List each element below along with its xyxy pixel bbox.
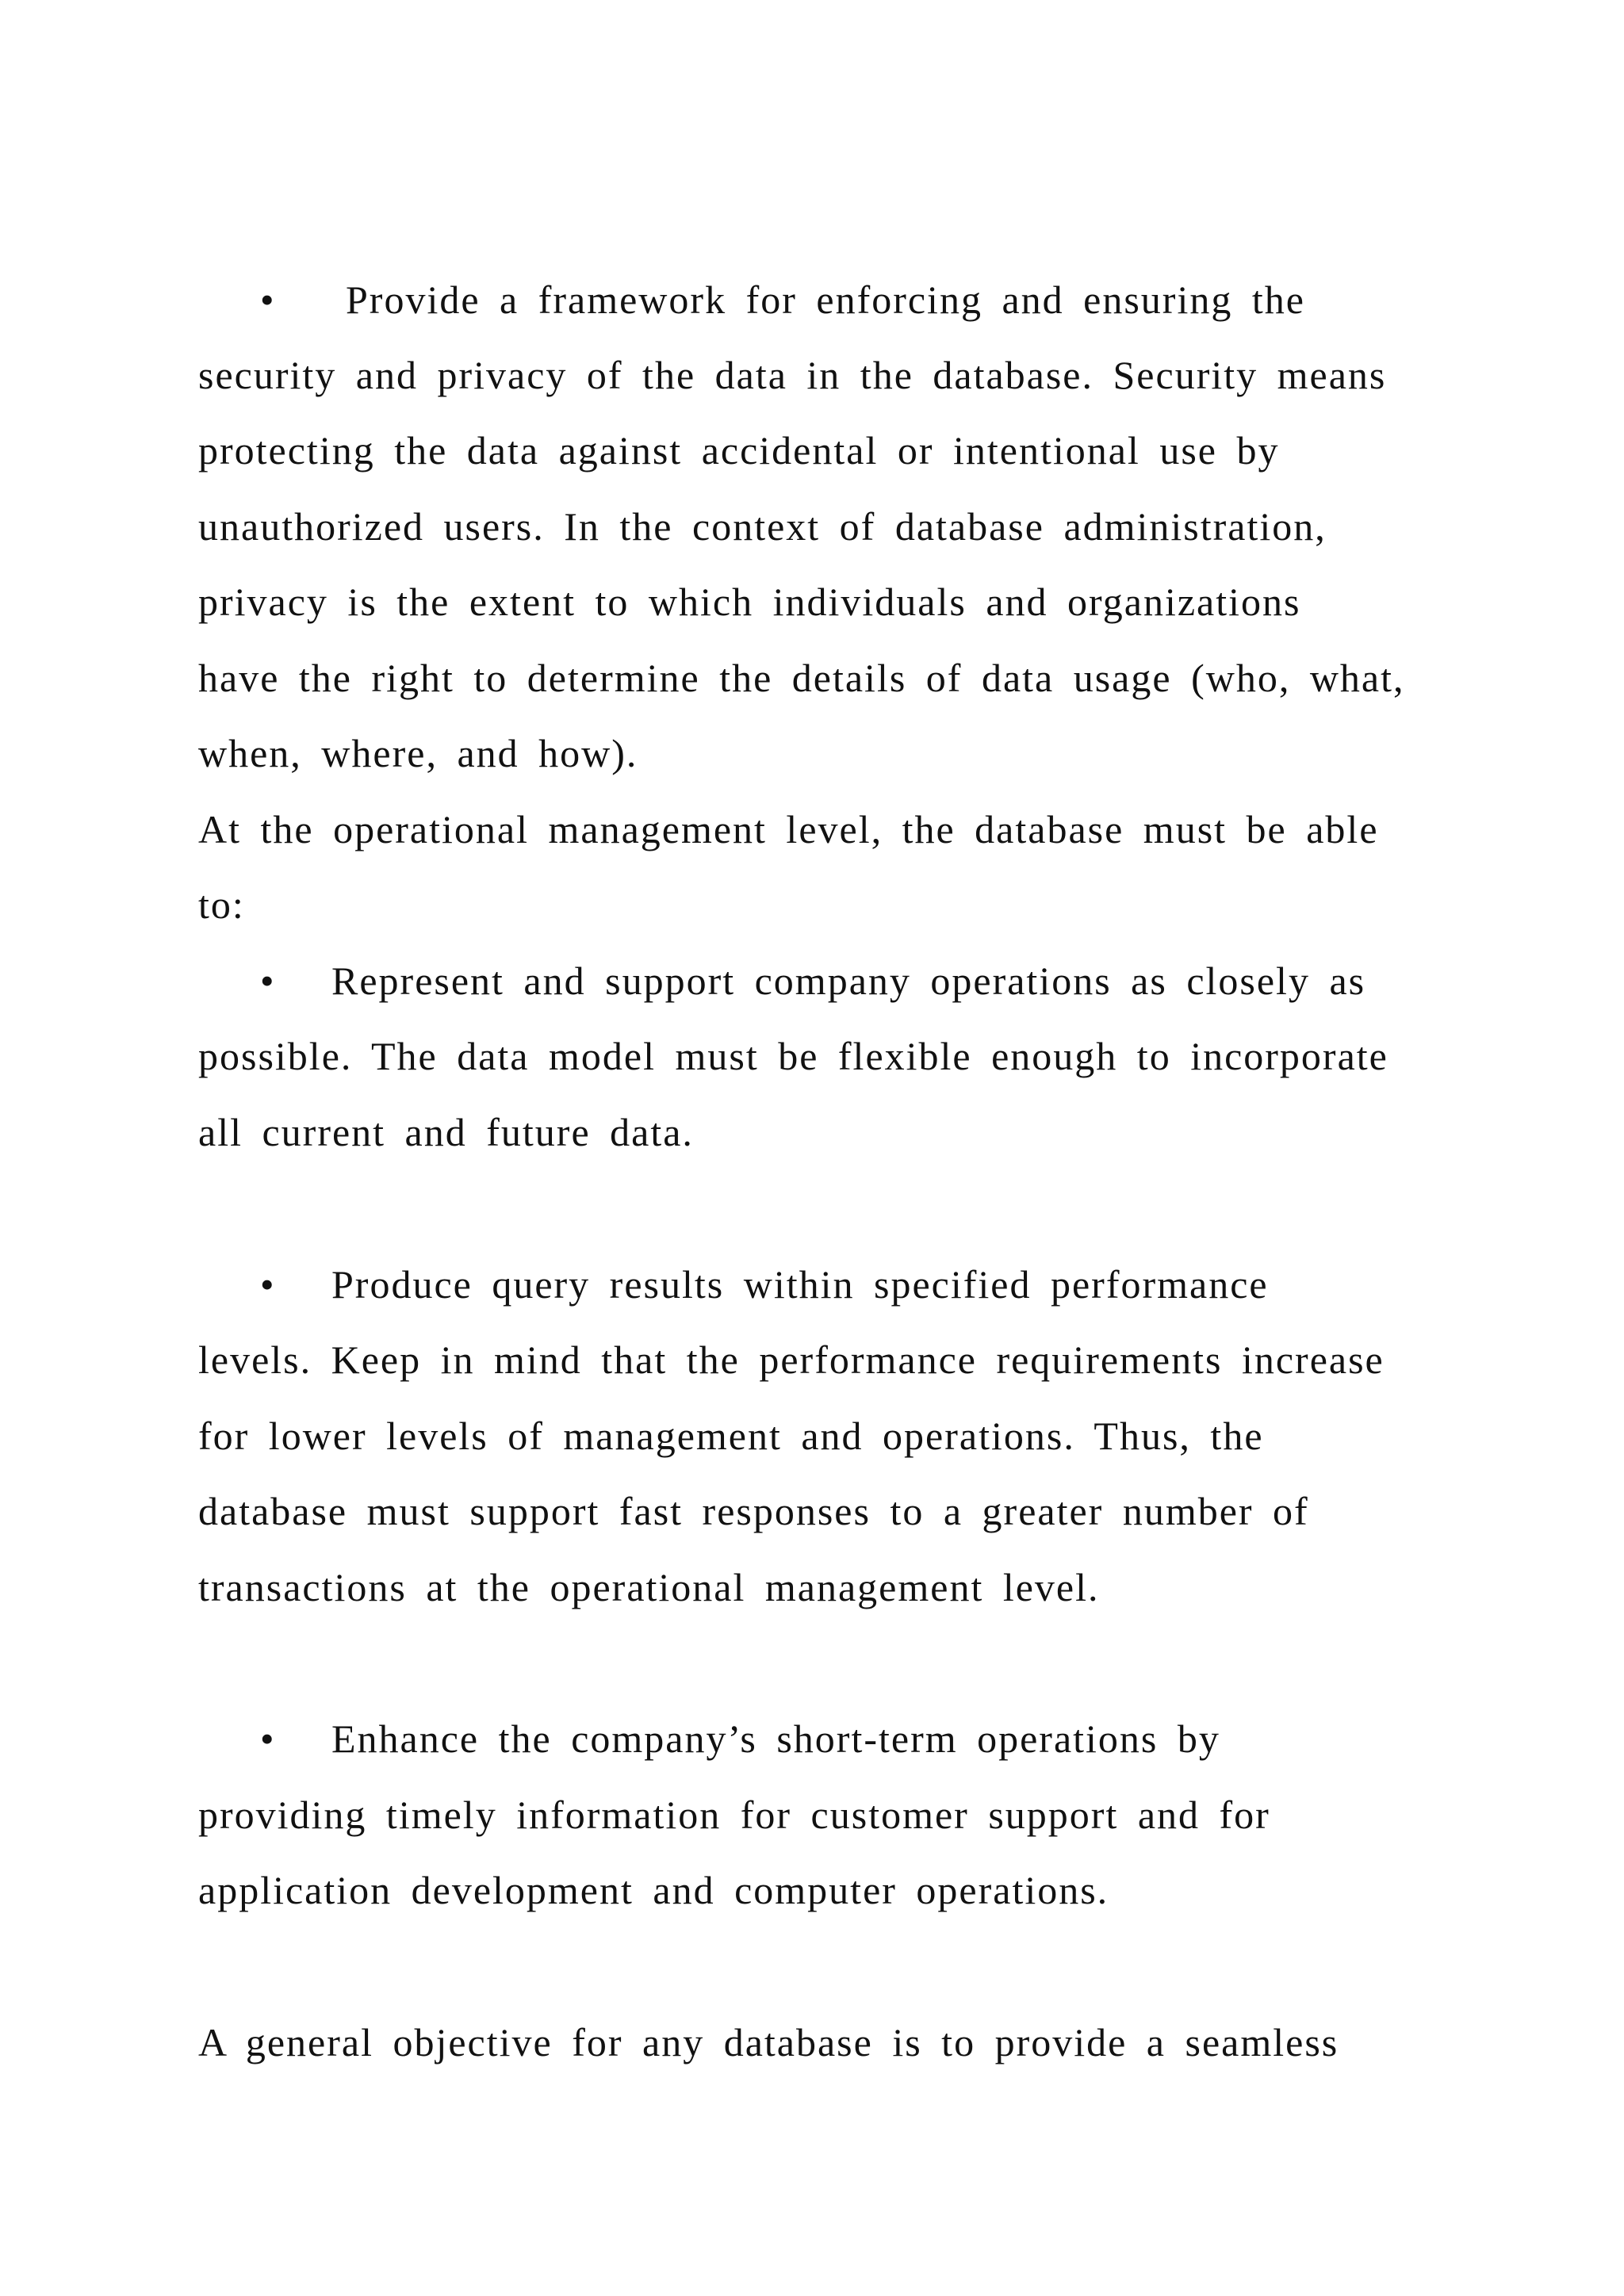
text-line: Represent and support company operations as closely as [331, 959, 1366, 1003]
text-line: have the right to determine the details of data usage (who, what, [198, 656, 1405, 700]
bullet-marker: • [260, 1262, 274, 1307]
text-line: privacy is the extent to which individuals and organizations [198, 580, 1301, 624]
text-line: Produce query results within specified performance [331, 1262, 1269, 1307]
text-line: for lower levels of management and operations. Thus, the [198, 1414, 1264, 1458]
text-line: all current and future data. [198, 1110, 694, 1154]
text-line: to: [198, 882, 245, 927]
bullet-marker: • [260, 1716, 274, 1761]
text-line: when, where, and how). [198, 731, 638, 775]
text-line: application development and computer operations. [198, 1868, 1109, 1912]
text-line: database must support fast responses to a greater number of [198, 1489, 1309, 1533]
text-line: Provide a framework for enforcing and ensuring the [346, 277, 1305, 322]
text-line: possible. The data model must be flexible enough to incorporate [198, 1034, 1388, 1078]
text-line: A general objective for any database is to provide a seamless [198, 2020, 1339, 2064]
text-line: unauthorized users. In the context of database administration, [198, 504, 1327, 549]
text-line: levels. Keep in mind that the performance requirements increase [198, 1337, 1385, 1382]
text-line: providing timely information for customer support and for [198, 1793, 1270, 1837]
bullet-marker: • [260, 959, 274, 1003]
bullet-marker: • [260, 277, 274, 322]
text-line: transactions at the operational management level. [198, 1565, 1100, 1609]
text-line: protecting the data against accidental or intentional use by [198, 428, 1280, 473]
text-line: At the operational management level, the database must be able [198, 807, 1379, 851]
text-line: Enhance the company’s short-term operations by [331, 1716, 1220, 1761]
text-line: security and privacy of the data in the database. Security means [198, 353, 1387, 397]
